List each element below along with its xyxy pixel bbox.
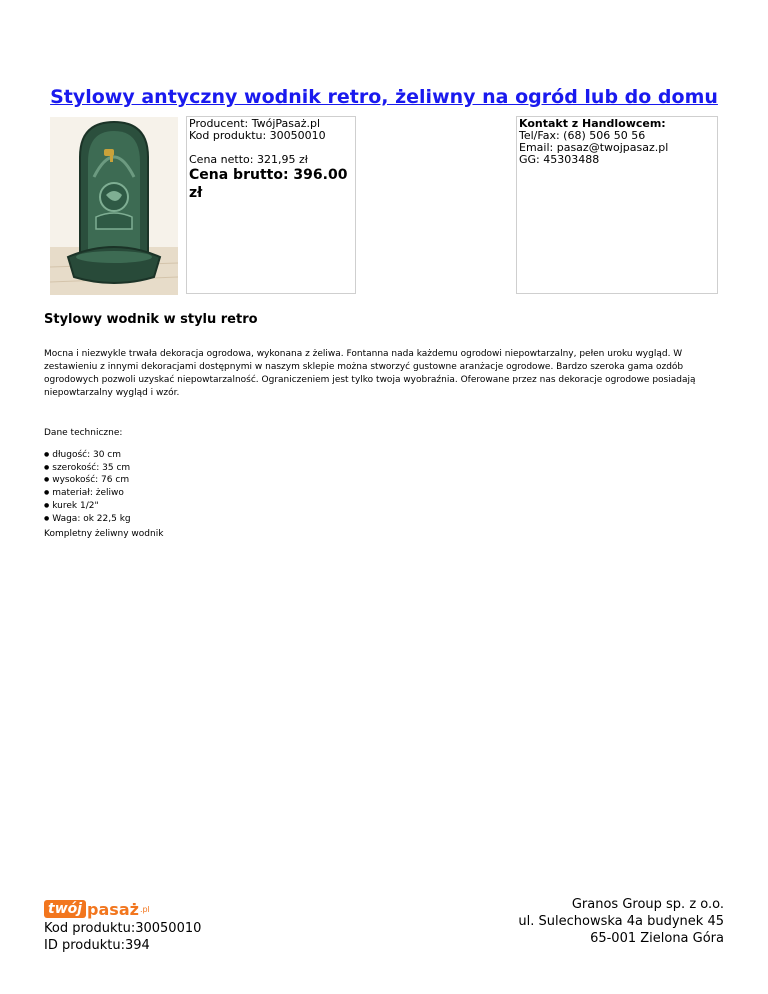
list-item: ● materiał: żeliwo: [44, 487, 131, 500]
product-description: Mocna i niezwykle trwała dekoracja ogrodowa, wykonana z żeliwa. Fontanna nada każdemu ogrodowi niepowtarzalny, pełen uroku wygląd. W zestawieniu z innymi dekoracjami dostępnymi w naszym sklepie można stworzyć gustowne aranżacje ogrodowe. Bardzo szeroka gama ozdób ogrodowych pozwoli uzyskać niepowtarzalność. Ograniczeniem jest tylko twoja wyobraźnia. Oferowane przez nas dekoracje ogrodowe posiadają niepowtarzalny wygląd i wzór.: [44, 349, 696, 398]
company-city: 65-001 Zielona Góra: [590, 931, 724, 946]
product-info-box: [186, 116, 356, 294]
gross-price: Cena brutto: 396.00 zł: [189, 167, 348, 201]
footer-product-id: ID produktu:394: [44, 938, 150, 953]
tech-data-label: Dane techniczne:: [44, 428, 123, 438]
fountain-image: [50, 117, 178, 295]
contact-phone: Tel/Fax: (68) 506 50 56: [519, 129, 646, 142]
logo-suffix: .pl: [139, 904, 150, 914]
contact-email: Email: pasaz@twojpasaz.pl: [519, 141, 669, 154]
company-name: Granos Group sp. z o.o.: [571, 897, 724, 912]
complete-set-text: Kompletny żeliwny wodnik: [44, 529, 164, 539]
section-subtitle: Stylowy wodnik w stylu retro: [44, 312, 258, 327]
product-title-link[interactable]: Stylowy antyczny wodnik retro, żeliwny na ogród lub do domu: [50, 86, 718, 108]
logo-box-text: twój: [44, 900, 86, 918]
list-item: ● Waga: ok 22,5 kg: [44, 513, 131, 526]
net-price: Cena netto: 321,95 zł: [189, 153, 308, 166]
twojpasaz-logo: [44, 898, 150, 920]
footer-company-address: [518, 896, 724, 947]
logo-main-text: pasaż: [87, 899, 139, 919]
list-item: ● wysokość: 76 cm: [44, 474, 131, 487]
spec-list: [44, 449, 131, 525]
company-street: ul. Sulechowska 4a budynek 45: [518, 914, 724, 929]
list-item: ● długość: 30 cm: [44, 449, 131, 462]
footer-product-ids: [44, 920, 201, 954]
contact-box: [516, 116, 718, 294]
list-item: ● szerokość: 35 cm: [44, 462, 131, 475]
list-item: ● kurek 1/2": [44, 500, 131, 513]
footer-product-code: Kod produktu:30050010: [44, 921, 202, 936]
contact-gg: GG: 45303488: [519, 153, 600, 166]
product-photo: [50, 117, 178, 295]
producer-text: Producent: TwójPasaż.pl: [189, 117, 321, 130]
contact-heading: Kontakt z Handlowcem:: [519, 117, 666, 130]
product-code-text: Kod produktu: 30050010: [189, 129, 326, 142]
